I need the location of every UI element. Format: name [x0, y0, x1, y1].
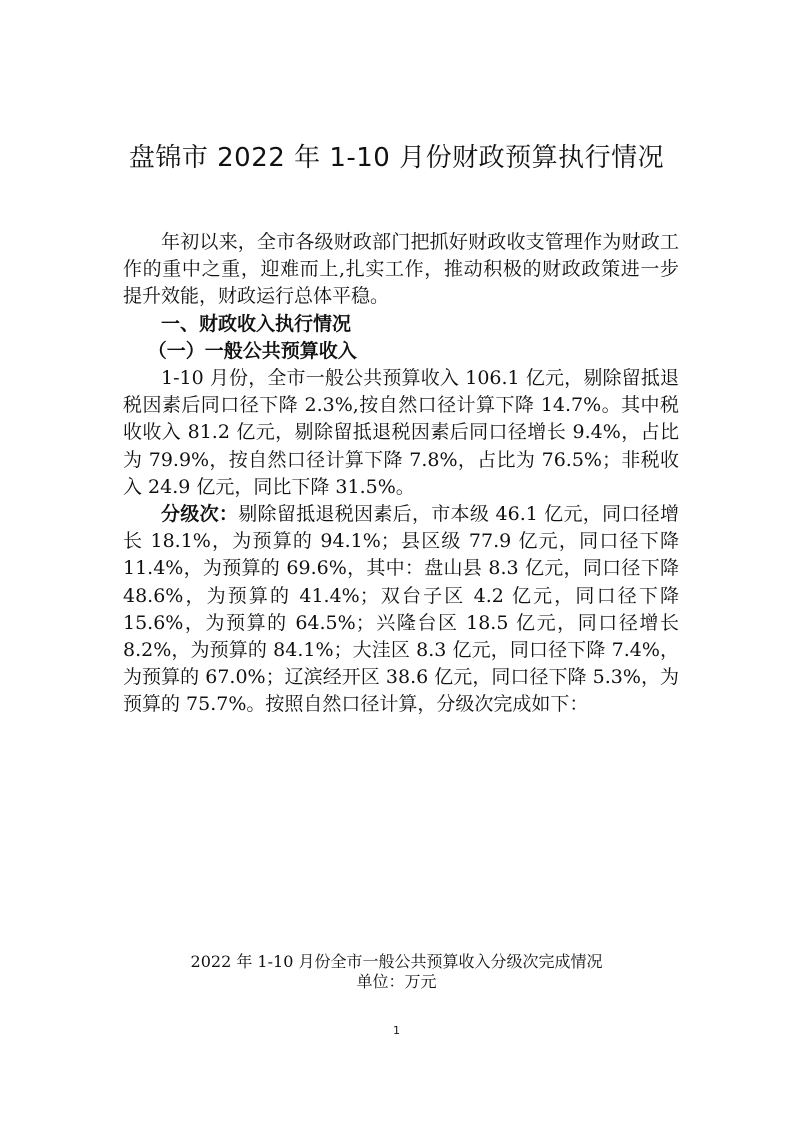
section-heading-revenue: 一、财政收入执行情况 — [161, 312, 352, 335]
levels-paragraph — [123, 501, 679, 719]
table-caption-title: 2022 年 1-10 月份全市一般公共预算收入分级次完成情况 — [190, 952, 603, 971]
levels-lead: 分级次： — [161, 503, 239, 526]
revenue-paragraph: 1-10 月份，全市一般公共预算收入 106.1 亿元，剔除留抵退税因素后同口径下降 2.3%,按自然口径计算下降 14.7%。其中税收收入 81.2 亿元，剔除留抵退税因素后同口径增长 9.4%，占比为 79.9%，按自然口径计算下降 7.8%，占比为 76.5%；非税收入 24.9 亿元，同比下降 31.5%。 — [123, 367, 679, 498]
page-number: 1 — [393, 1024, 400, 1037]
table-caption-unit: 单位：万元 — [356, 972, 437, 991]
levels-body: 剔除留抵退税因素后，市本级 46.1 亿元，同口径增长 18.1%，为预算的 94.1%；县区级 77.9 亿元，同口径下降 11.4%，为预算的 69.6%，其中：盘山县 8.3 亿元，同口径下降 48.6%，为预算的 41.4%；双台子区 4.2 亿元，同口径下降 15.6%，为预算的 64.5%；兴隆台区 18.5 亿元，同口径增长 8.2%，为预算的 84.1%；大洼区 8.3 亿元，同口径下降 7.4%，为预算的 67.0%；辽滨经开区 38.6 亿元，同口径下降 5.3%，为预算的 75.7%。按照自然口径计算，分级次完成如下： — [123, 503, 679, 716]
document-body — [123, 229, 679, 719]
subsection-heading-general-budget: （一）一般公共预算收入 — [147, 339, 357, 362]
intro-paragraph: 年初以来，全市各级财政部门把抓好财政收支管理作为财政工作的重中之重，迎难而上,扎实工作，推动积极的财政政策进一步提升效能，财政运行总体平稳。 — [123, 231, 679, 308]
table-caption — [0, 952, 793, 992]
document-title: 盘锦市 2022 年 1-10 月份财政预算执行情况 — [128, 143, 665, 173]
